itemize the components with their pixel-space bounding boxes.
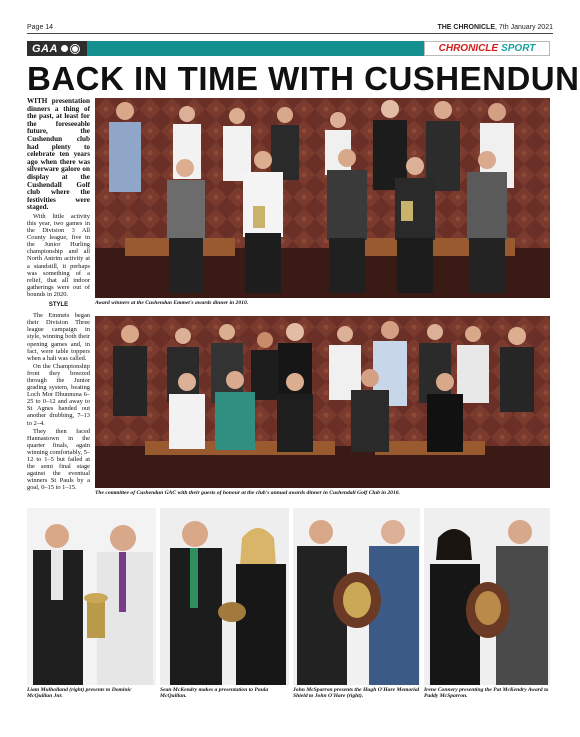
photo-presentation-paula-mcquillan (160, 508, 289, 685)
publication-name: THE CHRONICLE (437, 24, 495, 31)
article-paragraph: With little activity this year, two games in the Division 3 All County league, five in the Junior Hurling championship and all North Antrim activity at a standstill, it perhaps was something of a relief, that all indoor gatherings were out of bounds in 2020. (27, 212, 90, 298)
section-bar (27, 41, 550, 56)
photo-caption: Liam Mulholland (right) presents to Dominic McQuillan Jnr. (27, 687, 132, 700)
photo-committee (95, 316, 550, 488)
photo-caption: Sean McKendry makes a presentation to Paula McQuillan. (160, 687, 269, 700)
headline: BACK IN TIME WITH CUSHENDUN (27, 60, 580, 97)
section-stripe (87, 41, 424, 56)
photo-presentation-mckendry-award (424, 508, 550, 685)
section-label-block (27, 41, 87, 56)
football-icon (71, 45, 79, 53)
photo-award-winners (95, 98, 550, 298)
sliotar-icon (61, 45, 68, 52)
photo-caption: Irene Connery presenting the Pat McKendry Award to Paddy McSparron. (424, 687, 549, 700)
article-paragraph: On the Championship front they breezed through the Junior grading system, beating Loch Mor Dhunnuna 6–25 to 0–12 and away to St Agnes handed out another drubbing, 7–13 to 2–4. (27, 362, 90, 427)
photo-presentation-mcquillan-jnr (27, 508, 156, 685)
page-header (27, 22, 553, 34)
article-column (27, 98, 90, 492)
page-number: Page 14 (27, 24, 54, 31)
article-paragraph: The Emmets began their Division Three league campaign in style, winning both their opening games and, in fact, were table toppers when a halt was called. (27, 312, 90, 362)
photo-caption: John McSparron presents the Hugh O'Hare Memorial Shield to John O'Hare (right). (293, 687, 420, 700)
brand-logo (424, 41, 550, 56)
article-lead: WITH presentation dinners a thing of the past, at least for the foreseeable future, the Cushendun club had plenty to celebrate ten years ago when there was silverware galore on display at the Cushendall Golf club where the festivities were staged. (27, 97, 90, 212)
issue-date: , 7th January 2021 (495, 24, 553, 31)
publication-date (437, 24, 553, 31)
photo-presentation-ohare-shield (293, 508, 420, 685)
section-label: GAA (32, 42, 58, 55)
photo-caption: Award winners at the Cushendun Emmet's awards dinner in 2010. (95, 300, 249, 306)
photo-caption: The committee of Cushendun GAC with their guests of honour at the club's annual awards dinner in Cushendall Golf Club in 2010. (95, 490, 400, 496)
brand-main: CHRONICLE (438, 43, 499, 54)
article-paragraph: They then faced Hannastown in the quarter finals, again winning comfortably, 5–12 to 1–5 but failed at the semi final stage against the eventual winners St Pauls by a goal, 0–15 to 1–15. (27, 427, 90, 492)
article-subhead: STYLE (48, 302, 69, 309)
brand-sub: SPORT (501, 43, 536, 54)
